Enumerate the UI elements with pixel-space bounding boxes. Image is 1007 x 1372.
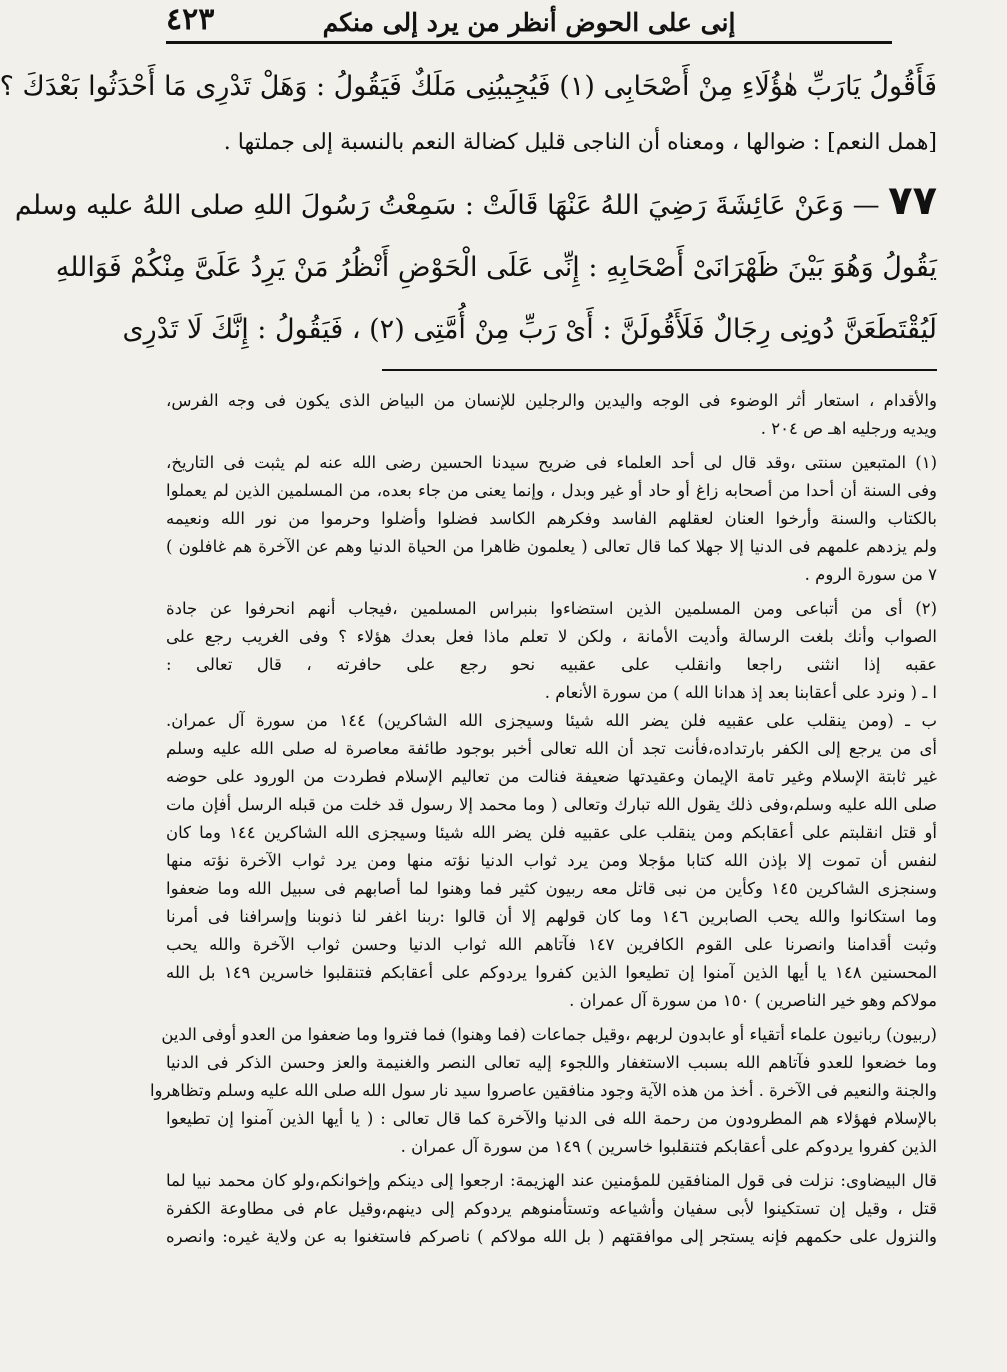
footnote-line: الذين كفروا يردوكم على أعقابكم فتنقلبوا خاسرين ) ١٤٩ من سورة آل عمران . (400, 1137, 937, 1156)
footnote-line: وفى السنة أن أحدا من أصحابه زاغ أو حاد أو غير وبدل ، وإنما يعنى من جاء بعده، من المسلمين الذين لم يعملوا (166, 481, 937, 500)
page-number: ٤٢٣ (166, 2, 215, 37)
footnote-line: ا ـ ( ونرد على أعقابنا بعد إذ هدانا الله ) من سورة الأنعام . (544, 683, 937, 702)
main-line-3-text: — وَعَنْ عَائِشَةَ رَضِيَ اللهُ عَنْهَا قَالَتْ : سَمِعْتُ رَسُولَ اللهِ صلى اللهُ عليه وسلم (14, 190, 880, 221)
footnote-line: بالكتاب والسنة وأرخوا العنان لعقلهم الفاسد وفكرهم الكاسد فضلوا وأضلوا وحرموا من نور الله ونعيمه (166, 509, 937, 528)
footnote-line: أو قتل انقلبتم على أعقابكم ومن ينقلب على عقبيه فلن يضر الله شيئا وسيجزى الله الشاكرين ١٤٤ وما كان (166, 823, 937, 842)
footnote-line: بالإسلام فهؤلاء هم المطرودون من رحمة الله فى الدنيا والآخرة كما قال تعالى : ( يا أيها الذين آمنوا إن تطيعوا (166, 1109, 937, 1128)
main-text (0, 70, 937, 347)
footnote-line: قال البيضاوى: نزلت فى قول المنافقين للمؤمنين عند الهزيمة: ارجعوا إلى دينكم وإخوانكم،ولو كان محمد نبيا لما (166, 1171, 937, 1190)
footnote-line: وثبت أقدامنا وانصرنا على القوم الكافرين ١٤٧ فآتاهم الله ثواب الدنيا وحسن ثواب الآخرة والله يحب (166, 935, 937, 954)
footnote-line: ويديه ورجليه اهـ ص ٢٠٤ . (760, 419, 937, 438)
footnote-line: (ربيون) ربانيون علماء أتقياء أو عابدون لربهم ،وقيل جماعات (فما وهنوا) فما فتروا وما ضعفوا من العدو أوفى الدين (161, 1025, 937, 1044)
footnote-divider (382, 369, 937, 371)
footnote-line: وسنجزى الشاكرين ١٤٥ وكأين من نبى قاتل معه ربيون كثير فما وهنوا لما أصابهم فى سبيل الله وما ضعفوا (166, 879, 937, 898)
footnote-line: (١) المتبعين سنتى ،وقد قال لى أحد العلماء فى ضريح سيدنا الحسين رضى الله عنه لم يثبت فى التاريخ، (166, 453, 937, 472)
main-line-4: يَقُولُ وَهُوَ بَيْنَ ظَهْرَانَىْ أَصْحَابِهِ : إِنِّى عَلَى الْحَوْضِ أَنْظُرُ مَنْ يَرِدُ عَلَىَّ مِنْكُمْ فَوَاللهِ (55, 252, 937, 283)
gloss-line: [همل النعم] : ضوالها ، ومعناه أن الناجى قليل كضالة النعم بالنسبة إلى جملتها . (223, 130, 937, 155)
footnote-line: المحسنين ١٤٨ يا أيها الذين آمنوا إن تطيعوا الذين كفروا يردوكم على أعقابكم فتنقلبوا خاسرين ١٤٩ بل الله (166, 963, 938, 982)
header-title: إنى على الحوض أنظر من يرد إلى منكم (322, 8, 736, 37)
footnote-line: عقبه إذا انثنى راجعا وانقلب على عقبيه نحو رجع على حافرته ، قال تعالى : (166, 655, 937, 674)
footnote-line: والجنة والنعيم فى الآخرة . أخذ من هذه الآية وجود منافقين عاصروا سيد نار سول الله صلى الله عليه وسلم وتظاهروا (149, 1081, 937, 1100)
footnote-line: قتل ، وقيل إن تستكينوا لأبى سفيان وأشياعه وتستأمنوهم يردوكم إلى دينهم،وقيل عام فى مطاوعة الكفرة (166, 1199, 937, 1218)
footnote-line: وما استكانوا والله يحب الصابرين ١٤٦ وما كان قولهم إلا أن قالوا :ربنا اغفر لنا ذنوبنا وإسرافنا فى أمرنا (166, 907, 937, 926)
main-line-1: فَأَقُولُ يَارَبِّ هٰؤُلَاءِ مِنْ أَصْحَابِى (١) فَيُجِيبُنِى مَلَكٌ فَيَقُولُ : وَهَلْ تَدْرِى مَا أَحْدَثُوا بَعْدَكَ ؟ (0, 71, 937, 102)
footnote-line: ولم يزدهم علمهم فى الدنيا إلا جهلا كما قال تعالى ( يعلمون ظاهرا من الحياة الدنيا وهم عن الآخرة هم غافلون ) (166, 537, 937, 556)
footnote-line: لنفس أن تموت إلا بإذن الله كتابا مؤجلا ومن يرد ثواب الدنيا نؤته منها ومن يرد ثواب الآخرة نؤته منها (166, 851, 937, 870)
main-line-3 (14, 178, 937, 224)
footnote-line: أى من يرجع إلى الكفر بارتداده،فأنت تجد أن الله تعالى أخبر بوجود طائفة معاصرة له صلى الله عليه وسلم (166, 739, 937, 758)
footnote-line: (٢) أى من أتباعى ومن المسلمين الذين استضاءوا بنبراس المسلمين ،فيجاب أنهم انحرفوا عن جادة (166, 599, 937, 618)
footnote-line: ب ـ (ومن ينقلب على عقبيه فلن يضر الله شيئا وسيجزى الله الشاكرين) ١٤٤ من سورة آل عمران. (166, 711, 937, 730)
hadith-number: ٧٧ (888, 178, 937, 224)
footnote-line: وما خضعوا للعدو فآتاهم الله بسبب الاستغفار واللجوء إليه تعالى النصر والغنيمة والعز وحسن الذكر فى الدنيا (166, 1053, 937, 1072)
footnotes (149, 387, 938, 1251)
footnote-line: والنزول على حكمهم فإنه يستجر إلى موافقتهم ( بل الله مولاكم ) ناصركم فاستغنوا به عن ولاية غيره: وانصره (166, 1227, 937, 1246)
footnote-line: الصواب وأنك بلغت الرسالة وأديت الأمانة ، ولكن لا تعلم ماذا فعل بعدك هؤلاء ؟ وفى الغريب رجع على (166, 627, 937, 646)
main-line-5: لَيُقْتَطَعَنَّ دُونِى رِجَالٌ فَلَأَقُولَنَّ : أَىْ رَبِّ مِنْ أُمَّتِى (٢) ، فَيَقُولُ : إِنَّكَ لَا تَدْرِى (122, 314, 937, 345)
footnote-line: والأقدام ، استعار أثر الوضوء فى الوجه واليدين والرجلين للإنسان من البياض الذى يكون فى وجه الفرس، (166, 391, 937, 410)
footnote-line: مولاكم وهو خير الناصرين ) ١٥٠ من سورة آل عمران . (569, 991, 937, 1010)
running-header (166, 0, 892, 44)
footnote-line: ٧ من سورة الروم . (804, 565, 937, 584)
footnote-line: صلى الله عليه وسلم،وفى ذلك يقول الله تبارك وتعالى ( وما محمد إلا رسول قد خلت من قبله الرسل أفإن مات (166, 795, 937, 814)
footnote-line: غير ثابتة الإسلام وغير تامة الإيمان وعقيدتها ضعيفة فنالت من تعاليم الإسلام فطردت من الورود على حوضه (166, 767, 937, 786)
